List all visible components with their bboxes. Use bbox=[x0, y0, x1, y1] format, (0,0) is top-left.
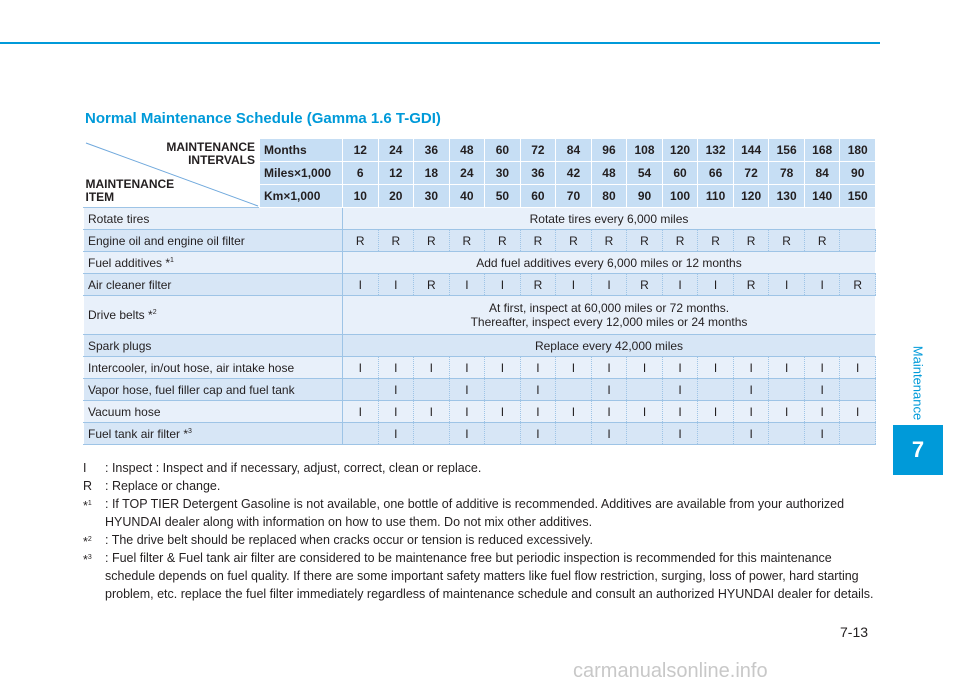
maintenance-item bbox=[84, 423, 343, 445]
interval-cell: 54 bbox=[627, 162, 663, 185]
schedule-cell bbox=[414, 423, 450, 445]
schedule-span-text bbox=[343, 208, 876, 230]
schedule-cell: I bbox=[662, 423, 698, 445]
schedule-cell: I bbox=[769, 401, 805, 423]
maintenance-schedule-table bbox=[83, 138, 876, 445]
interval-cell: 36 bbox=[520, 162, 556, 185]
schedule-cell: R bbox=[840, 274, 876, 296]
schedule-cell: I bbox=[378, 423, 414, 445]
schedule-row bbox=[84, 401, 876, 423]
schedule-cell: I bbox=[733, 423, 769, 445]
interval-cell: 90 bbox=[840, 162, 876, 185]
schedule-cell: I bbox=[733, 401, 769, 423]
schedule-cell: I bbox=[698, 274, 734, 296]
interval-cell: 60 bbox=[485, 139, 521, 162]
schedule-span-text bbox=[343, 296, 876, 335]
footnote-key bbox=[83, 495, 92, 515]
schedule-row bbox=[84, 379, 876, 401]
interval-cell: 30 bbox=[485, 162, 521, 185]
maintenance-item-label: Drive belts * bbox=[88, 308, 153, 322]
interval-cell: 96 bbox=[591, 139, 627, 162]
interval-cell: 48 bbox=[591, 162, 627, 185]
interval-cell: 18 bbox=[414, 162, 450, 185]
footnote-key-symbol: I bbox=[83, 461, 87, 475]
schedule-cell: I bbox=[520, 423, 556, 445]
schedule-row bbox=[84, 357, 876, 379]
schedule-span-line: Add fuel additives every 6,000 miles or 12 months bbox=[476, 255, 742, 270]
interval-cell: 90 bbox=[627, 185, 663, 208]
interval-cell: 70 bbox=[556, 185, 592, 208]
schedule-cell: I bbox=[591, 379, 627, 401]
schedule-cell: I bbox=[378, 357, 414, 379]
schedule-cell: I bbox=[733, 357, 769, 379]
interval-cell: 40 bbox=[449, 185, 485, 208]
chapter-label: Maintenance bbox=[910, 345, 926, 421]
schedule-cell: R bbox=[769, 230, 805, 252]
maintenance-item-label: Spark plugs bbox=[88, 338, 152, 353]
header-row bbox=[84, 139, 876, 162]
schedule-cell: I bbox=[449, 357, 485, 379]
schedule-cell bbox=[698, 379, 734, 401]
schedule-cell: I bbox=[520, 379, 556, 401]
maintenance-item-label: Vacuum hose bbox=[88, 404, 161, 419]
interval-cell: 84 bbox=[804, 162, 840, 185]
interval-cell: 20 bbox=[378, 185, 414, 208]
interval-cell: 100 bbox=[662, 185, 698, 208]
footnote-text: : The drive belt should be replaced when cracks occur or tension is reduced excessively. bbox=[105, 533, 593, 547]
interval-cell: 110 bbox=[698, 185, 734, 208]
interval-cell: 36 bbox=[414, 139, 450, 162]
schedule-cell: R bbox=[733, 274, 769, 296]
schedule-cell: I bbox=[485, 401, 521, 423]
interval-cell: 48 bbox=[449, 139, 485, 162]
schedule-cell: I bbox=[840, 357, 876, 379]
footnote bbox=[83, 477, 883, 495]
schedule-cell bbox=[840, 230, 876, 252]
footnote-marker: 3 bbox=[188, 427, 192, 435]
maintenance-item bbox=[84, 296, 343, 335]
schedule-cell: I bbox=[556, 357, 592, 379]
interval-cell: 156 bbox=[769, 139, 805, 162]
schedule-cell: I bbox=[662, 357, 698, 379]
schedule-cell: I bbox=[414, 357, 450, 379]
maintenance-item bbox=[84, 230, 343, 252]
schedule-cell: I bbox=[804, 401, 840, 423]
schedule-cell: I bbox=[449, 423, 485, 445]
footnote-key-symbol: R bbox=[83, 479, 93, 493]
interval-cell: 42 bbox=[556, 162, 592, 185]
interval-cell: 66 bbox=[698, 162, 734, 185]
schedule-cell: I bbox=[485, 274, 521, 296]
header-rule bbox=[0, 42, 880, 44]
schedule-cell: R bbox=[485, 230, 521, 252]
schedule-cell: I bbox=[804, 357, 840, 379]
schedule-cell bbox=[627, 379, 663, 401]
header-row-label: Months bbox=[260, 139, 343, 162]
schedule-cell: I bbox=[414, 401, 450, 423]
schedule-cell: I bbox=[556, 401, 592, 423]
schedule-cell: R bbox=[343, 230, 379, 252]
schedule-cell: I bbox=[698, 357, 734, 379]
schedule-cell: I bbox=[804, 379, 840, 401]
schedule-cell: I bbox=[591, 357, 627, 379]
schedule-cell: R bbox=[378, 230, 414, 252]
schedule-cell: I bbox=[378, 379, 414, 401]
footnote-text: : Replace or change. bbox=[105, 479, 221, 493]
footnote-text: : Fuel filter & Fuel tank air filter are considered to be maintenance free but periodic inspection is recommended for this maintenance schedule depends on fuel quality. If there are some important safety matters like fuel flow restriction, surging, loss of power, hard starting problem, etc. replace the fuel filter immediately regardless of maintenance schedule and consult an authorized HYUNDAI dealer for details. bbox=[105, 551, 874, 601]
schedule-cell: R bbox=[627, 274, 663, 296]
interval-cell: 78 bbox=[769, 162, 805, 185]
schedule-span-line: Thereafter, inspect every 12,000 miles or 24 months bbox=[470, 315, 748, 329]
schedule-span-text bbox=[343, 335, 876, 357]
schedule-cell bbox=[556, 423, 592, 445]
page-number: 7-13 bbox=[840, 624, 869, 640]
schedule-cell bbox=[343, 423, 379, 445]
interval-cell: 130 bbox=[769, 185, 805, 208]
footnote-marker: 1 bbox=[170, 256, 174, 264]
watermark: carmanualsonline.info bbox=[573, 660, 768, 682]
interval-cell: 6 bbox=[343, 162, 379, 185]
schedule-cell: I bbox=[591, 401, 627, 423]
schedule-cell: I bbox=[556, 274, 592, 296]
interval-cell: 50 bbox=[485, 185, 521, 208]
maintenance-item bbox=[84, 357, 343, 379]
footnote-marker: 2 bbox=[152, 309, 157, 316]
maintenance-item-label: Fuel tank air filter * bbox=[88, 426, 189, 441]
schedule-cell: I bbox=[520, 357, 556, 379]
interval-cell: 144 bbox=[733, 139, 769, 162]
schedule-cell bbox=[556, 379, 592, 401]
schedule-cell bbox=[627, 423, 663, 445]
header-row-label: Miles×1,000 bbox=[260, 162, 343, 185]
footnote-key-symbol: * bbox=[83, 499, 88, 514]
schedule-cell: I bbox=[804, 423, 840, 445]
interval-cell: 132 bbox=[698, 139, 734, 162]
schedule-cell: R bbox=[414, 274, 450, 296]
schedule-row bbox=[84, 274, 876, 296]
footnote-key bbox=[83, 477, 92, 495]
interval-cell: 72 bbox=[520, 139, 556, 162]
footnote-key bbox=[83, 549, 92, 569]
corner-item-label: MAINTENANCE ITEM bbox=[85, 177, 175, 204]
interval-cell: 140 bbox=[804, 185, 840, 208]
schedule-cell: I bbox=[449, 401, 485, 423]
interval-cell: 12 bbox=[343, 139, 379, 162]
interval-cell: 12 bbox=[378, 162, 414, 185]
interval-cell: 60 bbox=[662, 162, 698, 185]
schedule-cell: R bbox=[520, 230, 556, 252]
schedule-cell: R bbox=[698, 230, 734, 252]
header-row-label: Km×1,000 bbox=[260, 185, 343, 208]
schedule-row bbox=[84, 296, 876, 335]
schedule-cell: I bbox=[769, 357, 805, 379]
schedule-cell bbox=[769, 379, 805, 401]
schedule-cell: I bbox=[449, 274, 485, 296]
chapter-tab bbox=[893, 338, 943, 428]
interval-cell: 120 bbox=[662, 139, 698, 162]
schedule-cell: R bbox=[556, 230, 592, 252]
schedule-cell: I bbox=[520, 401, 556, 423]
maintenance-item bbox=[84, 252, 343, 274]
schedule-cell: R bbox=[627, 230, 663, 252]
schedule-cell: R bbox=[591, 230, 627, 252]
interval-cell: 150 bbox=[840, 185, 876, 208]
schedule-cell: I bbox=[449, 379, 485, 401]
schedule-cell bbox=[698, 423, 734, 445]
chapter-number-badge: 7 bbox=[893, 425, 943, 475]
footnote-key bbox=[83, 459, 86, 477]
maintenance-item bbox=[84, 379, 343, 401]
interval-cell: 168 bbox=[804, 139, 840, 162]
maintenance-item-label: Engine oil and engine oil filter bbox=[88, 233, 245, 248]
schedule-cell: I bbox=[591, 274, 627, 296]
schedule-cell: I bbox=[378, 401, 414, 423]
schedule-cell bbox=[414, 379, 450, 401]
interval-cell: 180 bbox=[840, 139, 876, 162]
footnote-text: : Inspect : Inspect and if necessary, adjust, correct, clean or replace. bbox=[105, 461, 482, 475]
schedule-cell bbox=[485, 379, 521, 401]
schedule-cell bbox=[840, 379, 876, 401]
schedule-cell: I bbox=[769, 274, 805, 296]
schedule-row bbox=[84, 423, 876, 445]
footnote-text: : If TOP TIER Detergent Gasoline is not available, one bottle of additive is recommended. Additives are available from your authorized HYUNDAI dealer along with information on how to use them. Do not mix other additives. bbox=[105, 497, 845, 529]
schedule-cell: I bbox=[804, 274, 840, 296]
schedule-row bbox=[84, 335, 876, 357]
maintenance-item bbox=[84, 401, 343, 423]
schedule-span-text bbox=[343, 252, 876, 274]
schedule-row bbox=[84, 252, 876, 274]
schedule-cell: I bbox=[733, 379, 769, 401]
footnote bbox=[83, 459, 883, 477]
interval-cell: 80 bbox=[591, 185, 627, 208]
footnotes bbox=[83, 459, 883, 603]
footnote-key-symbol: * bbox=[83, 535, 88, 550]
footnote-key-symbol: * bbox=[83, 553, 88, 568]
header-corner bbox=[84, 139, 260, 208]
schedule-cell: I bbox=[627, 357, 663, 379]
maintenance-item-label: Vapor hose, fuel filler cap and fuel tank bbox=[88, 382, 295, 397]
footnote-number: 3 bbox=[87, 554, 92, 561]
schedule-cell: I bbox=[343, 357, 379, 379]
interval-cell: 60 bbox=[520, 185, 556, 208]
corner-intervals-label: MAINTENANCE INTERVALS bbox=[166, 139, 255, 167]
schedule-cell: R bbox=[520, 274, 556, 296]
footnote bbox=[83, 531, 883, 549]
schedule-cell: I bbox=[662, 274, 698, 296]
schedule-cell bbox=[769, 423, 805, 445]
schedule-cell: R bbox=[449, 230, 485, 252]
interval-cell: 24 bbox=[449, 162, 485, 185]
interval-cell: 108 bbox=[627, 139, 663, 162]
schedule-cell: I bbox=[485, 357, 521, 379]
interval-cell: 72 bbox=[733, 162, 769, 185]
page-title: Normal Maintenance Schedule (Gamma 1.6 T-GDI) bbox=[85, 110, 441, 127]
footnote bbox=[83, 549, 883, 603]
footnote-number: 1 bbox=[87, 500, 92, 507]
schedule-cell: R bbox=[414, 230, 450, 252]
interval-cell: 24 bbox=[378, 139, 414, 162]
maintenance-item-label: Intercooler, in/out hose, air intake hose bbox=[88, 360, 295, 375]
interval-cell: 84 bbox=[556, 139, 592, 162]
schedule-cell: I bbox=[627, 401, 663, 423]
schedule-cell: I bbox=[378, 274, 414, 296]
schedule-cell: I bbox=[840, 401, 876, 423]
schedule-span-line: Rotate tires every 6,000 miles bbox=[529, 211, 689, 226]
footnote-number: 2 bbox=[87, 536, 92, 543]
maintenance-item bbox=[84, 274, 343, 296]
schedule-cell: I bbox=[662, 379, 698, 401]
maintenance-item bbox=[84, 335, 343, 357]
interval-cell: 30 bbox=[414, 185, 450, 208]
schedule-span-line: At first, inspect at 60,000 miles or 72 months. bbox=[488, 301, 730, 315]
maintenance-item-label: Fuel additives * bbox=[88, 255, 171, 270]
footnote bbox=[83, 495, 883, 531]
schedule-cell: I bbox=[698, 401, 734, 423]
interval-cell: 10 bbox=[343, 185, 379, 208]
maintenance-item-label: Rotate tires bbox=[88, 211, 150, 226]
schedule-cell bbox=[840, 423, 876, 445]
schedule-row bbox=[84, 208, 876, 230]
schedule-cell: R bbox=[662, 230, 698, 252]
schedule-cell: I bbox=[343, 401, 379, 423]
maintenance-item bbox=[84, 208, 343, 230]
interval-cell: 120 bbox=[733, 185, 769, 208]
schedule-cell: I bbox=[662, 401, 698, 423]
schedule-cell bbox=[343, 379, 379, 401]
maintenance-item-label: Air cleaner filter bbox=[88, 277, 172, 292]
schedule-row bbox=[84, 230, 876, 252]
schedule-cell: R bbox=[733, 230, 769, 252]
schedule-cell: I bbox=[343, 274, 379, 296]
schedule-cell bbox=[485, 423, 521, 445]
schedule-cell: I bbox=[591, 423, 627, 445]
schedule-span-line: Replace every 42,000 miles bbox=[534, 338, 684, 353]
schedule-cell: R bbox=[804, 230, 840, 252]
